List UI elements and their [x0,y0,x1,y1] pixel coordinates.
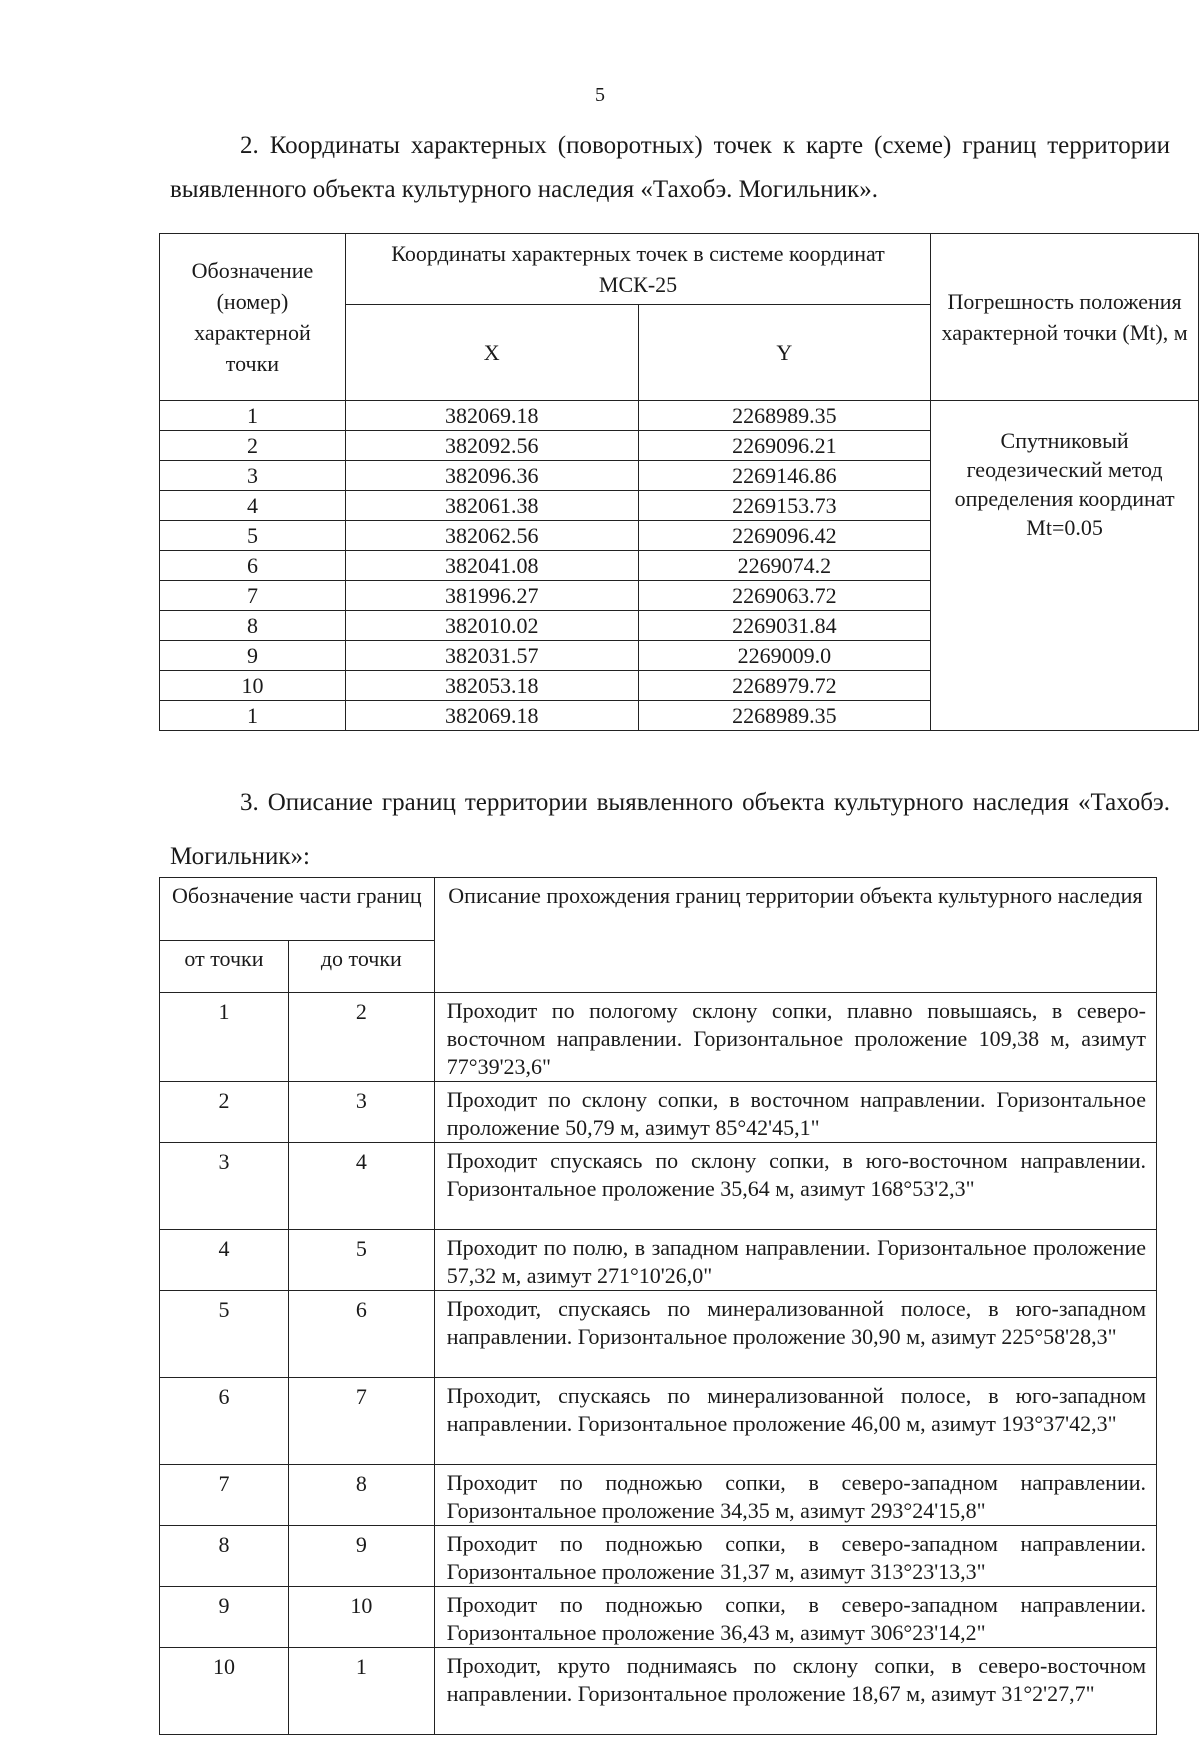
desc-row [160,1526,1157,1587]
coord-cell-x: 382062.56 [345,521,638,551]
col-point-header: Обозначение (номер) характерной точки [160,234,346,401]
coord-cell-point: 1 [160,401,346,431]
col-from-header: от точки [160,941,289,993]
section-2-heading [170,124,1170,212]
desc-cell-to: 7 [288,1378,434,1465]
desc-cell-from: 1 [160,993,289,1082]
boundary-description-table [159,877,1157,1735]
desc-cell-from: 6 [160,1378,289,1465]
desc-row [160,1587,1157,1648]
col-to-header: до точки [288,941,434,993]
coord-row [160,401,1199,431]
desc-row [160,1648,1157,1735]
accuracy-cell: Спутниковый геодезический метод определения координат Mt=0.05 [931,401,1199,731]
coord-cell-y: 2269096.21 [638,431,931,461]
coord-cell-point: 4 [160,491,346,521]
desc-cell-to: 8 [288,1465,434,1526]
coord-cell-y: 2269146.86 [638,461,931,491]
coord-cell-point: 5 [160,521,346,551]
desc-cell-to: 4 [288,1143,434,1230]
desc-cell-to: 5 [288,1230,434,1291]
coord-cell-y: 2269096.42 [638,521,931,551]
desc-cell-from: 2 [160,1082,289,1143]
desc-row [160,1465,1157,1526]
coord-cell-x: 381996.27 [345,581,638,611]
desc-row [160,1291,1157,1378]
desc-cell-desc: Проходит, спускаясь по минерализованной полосе, в юго-западном направлении. Горизонтальное проложение 30,90 м, азимут 225°58'28,3" [434,1291,1156,1378]
desc-cell-to: 9 [288,1526,434,1587]
coord-cell-point: 3 [160,461,346,491]
desc-cell-to: 10 [288,1587,434,1648]
coord-cell-x: 382069.18 [345,401,638,431]
coord-cell-point: 10 [160,671,346,701]
desc-cell-to: 6 [288,1291,434,1378]
desc-cell-to: 2 [288,993,434,1082]
desc-cell-from: 3 [160,1143,289,1230]
section-2-heading-text: 2. Координаты характерных (поворотных) точек к карте (схеме) границ территории выявленного объекта культурного наследия «Тахобэ. Могильник». [170,132,1170,203]
desc-row [160,1143,1157,1230]
desc-cell-to: 3 [288,1082,434,1143]
coord-cell-point: 9 [160,641,346,671]
coord-cell-x: 382061.38 [345,491,638,521]
desc-cell-from: 4 [160,1230,289,1291]
desc-cell-desc: Проходит по полю, в западном направлении. Горизонтальное проложение 57,32 м, азимут 271°10'26,0" [434,1230,1156,1291]
desc-row [160,1230,1157,1291]
desc-cell-from: 5 [160,1291,289,1378]
desc-cell-desc: Проходит, круто поднимаясь по склону сопки, в северо-восточном направлении. Горизонтальное проложение 18,67 м, азимут 31°2'27,7" [434,1648,1156,1735]
desc-cell-desc: Проходит по подножью сопки, в северо-западном направлении. Горизонтальное проложение 31,37 м, азимут 313°23'13,3" [434,1526,1156,1587]
desc-cell-to: 1 [288,1648,434,1735]
coord-cell-x: 382031.57 [345,641,638,671]
desc-row [160,1082,1157,1143]
section-3-heading-text: 3. Описание границ территории выявленного объекта культурного наследия «Тахобэ. Могильник»: [170,789,1170,870]
coord-cell-x: 382069.18 [345,701,638,731]
coord-cell-x: 382096.36 [345,461,638,491]
col-x-header: X [345,305,638,401]
desc-cell-desc: Проходит спускаясь по склону сопки, в юго-восточном направлении. Горизонтальное проложение 35,64 м, азимут 168°53'2,3" [434,1143,1156,1230]
coord-cell-y: 2269031.84 [638,611,931,641]
coord-cell-point: 8 [160,611,346,641]
col-accuracy-header: Погрешность положения характерной точки (Mt), м [931,234,1199,401]
desc-cell-desc: Проходит по пологому склону сопки, плавно повышаясь, в северо-восточном направлении. Горизонтальное проложение 109,38 м, азимут 77°39'23,6" [434,993,1156,1082]
coord-cell-point: 1 [160,701,346,731]
col-y-header: Y [638,305,931,401]
coord-cell-y: 2269153.73 [638,491,931,521]
desc-cell-desc: Проходит по подножью сопки, в северо-западном направлении. Горизонтальное проложение 34,35 м, азимут 293°24'15,8" [434,1465,1156,1526]
desc-cell-from: 8 [160,1526,289,1587]
desc-cell-desc: Проходит по подножью сопки, в северо-западном направлении. Горизонтальное проложение 36,43 м, азимут 306°23'14,2" [434,1587,1156,1648]
desc-row [160,1378,1157,1465]
desc-row [160,993,1157,1082]
coord-cell-y: 2268989.35 [638,701,931,731]
coord-cell-x: 382041.08 [345,551,638,581]
coord-cell-x: 382092.56 [345,431,638,461]
coord-cell-y: 2269074.2 [638,551,931,581]
desc-cell-desc: Проходит по склону сопки, в восточном направлении. Горизонтальное проложение 50,79 м, азимут 85°42'45,1" [434,1082,1156,1143]
coord-cell-point: 2 [160,431,346,461]
coord-cell-y: 2269063.72 [638,581,931,611]
desc-cell-desc: Проходит, спускаясь по минерализованной полосе, в юго-западном направлении. Горизонтальное проложение 46,00 м, азимут 193°37'42,3" [434,1378,1156,1465]
col-coords-header: Координаты характерных точек в системе координат МСК-25 [345,234,930,305]
coordinates-table [159,233,1199,731]
desc-cell-from: 7 [160,1465,289,1526]
coord-cell-x: 382010.02 [345,611,638,641]
coord-cell-y: 2268989.35 [638,401,931,431]
coord-cell-point: 7 [160,581,346,611]
coord-cell-y: 2268979.72 [638,671,931,701]
coord-cell-x: 382053.18 [345,671,638,701]
coord-cell-y: 2269009.0 [638,641,931,671]
page-number: 5 [595,84,605,106]
desc-cell-from: 9 [160,1587,289,1648]
section-3-heading [170,776,1170,884]
desc-cell-from: 10 [160,1648,289,1735]
col-desc-header: Описание прохождения границ территории объекта культурного наследия [434,878,1156,993]
coord-cell-point: 6 [160,551,346,581]
col-part-header: Обозначение части границ [160,878,435,941]
